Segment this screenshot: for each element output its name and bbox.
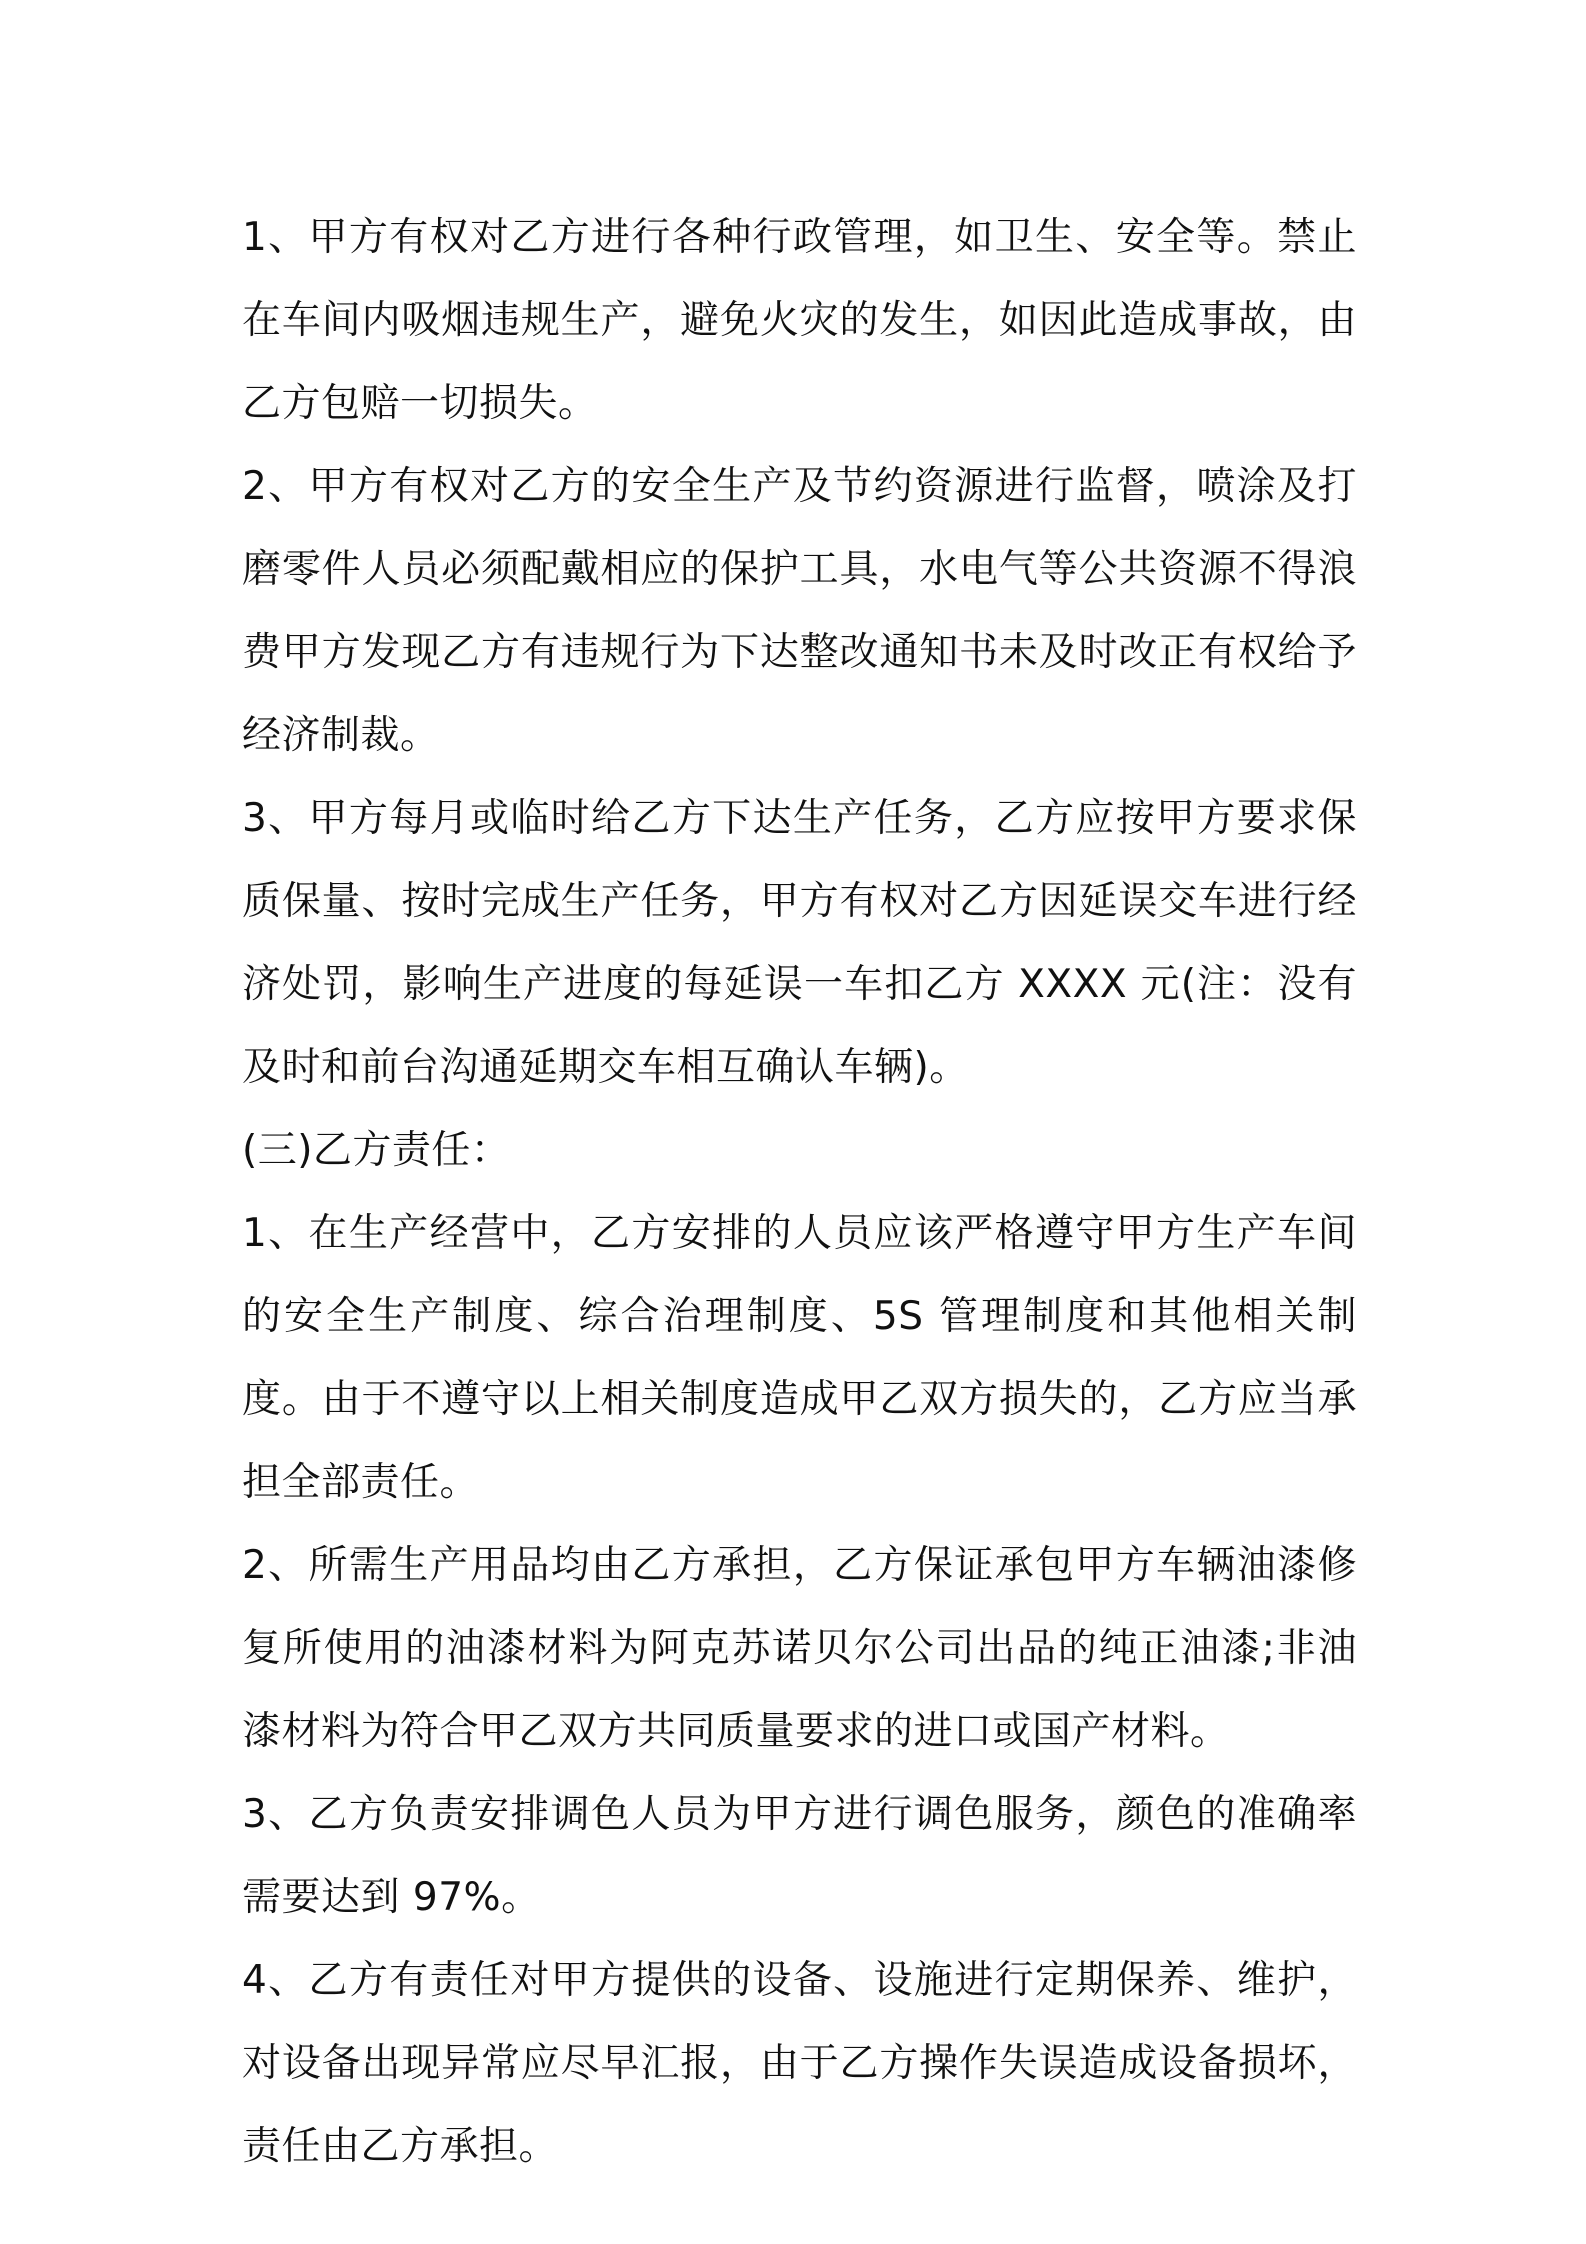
paragraph-5: 2、所需生产用品均由乙方承担，乙方保证承包甲方车辆油漆修复所使用的油漆材料为阿克苏诺贝尔公司出品的纯正油漆;非油漆材料为符合甲乙双方共同质量要求的进口或国产材料。 [242,1543,1357,1754]
paragraph-6: 3、乙方负责安排调色人员为甲方进行调色服务，颜色的准确率需要达到 97%。 [242,1792,1357,1920]
paragraph-7: 4、乙方有责任对甲方提供的设备、设施进行定期保养、维护，对设备出现异常应尽早汇报，由于乙方操作失误造成设备损坏，责任由乙方承担。 [242,1958,1357,2169]
paragraph-2: 2、甲方有权对乙方的安全生产及节约资源进行监督，喷涂及打磨零件人员必须配戴相应的保护工具，水电气等公共资源不得浪费甲方发现乙方有违规行为下达整改通知书未及时改正有权给予经济制裁。 [242,464,1357,758]
paragraph-1: 1、甲方有权对乙方进行各种行政管理，如卫生、安全等。禁止在车间内吸烟违规生产，避免火灾的发生，如因此造成事故，由乙方包赔一切损失。 [242,215,1357,426]
paragraph-3: 3、甲方每月或临时给乙方下达生产任务，乙方应按甲方要求保质保量、按时完成生产任务，甲方有权对乙方因延误交车进行经济处罚，影响生产进度的每延误一车扣乙方 XXXX 元(注：没有及时和前台沟通延期交车相互确认车辆)。 [242,796,1357,1090]
document-body [242,196,1357,2188]
paragraph-4: 1、在生产经营中，乙方安排的人员应该严格遵守甲方生产车间的安全生产制度、综合治理制度、5S 管理制度和其他相关制度。由于不遵守以上相关制度造成甲乙双方损失的，乙方应当承担全部责任。 [242,1211,1357,1505]
section-heading: (三)乙方责任： [242,1128,511,1173]
